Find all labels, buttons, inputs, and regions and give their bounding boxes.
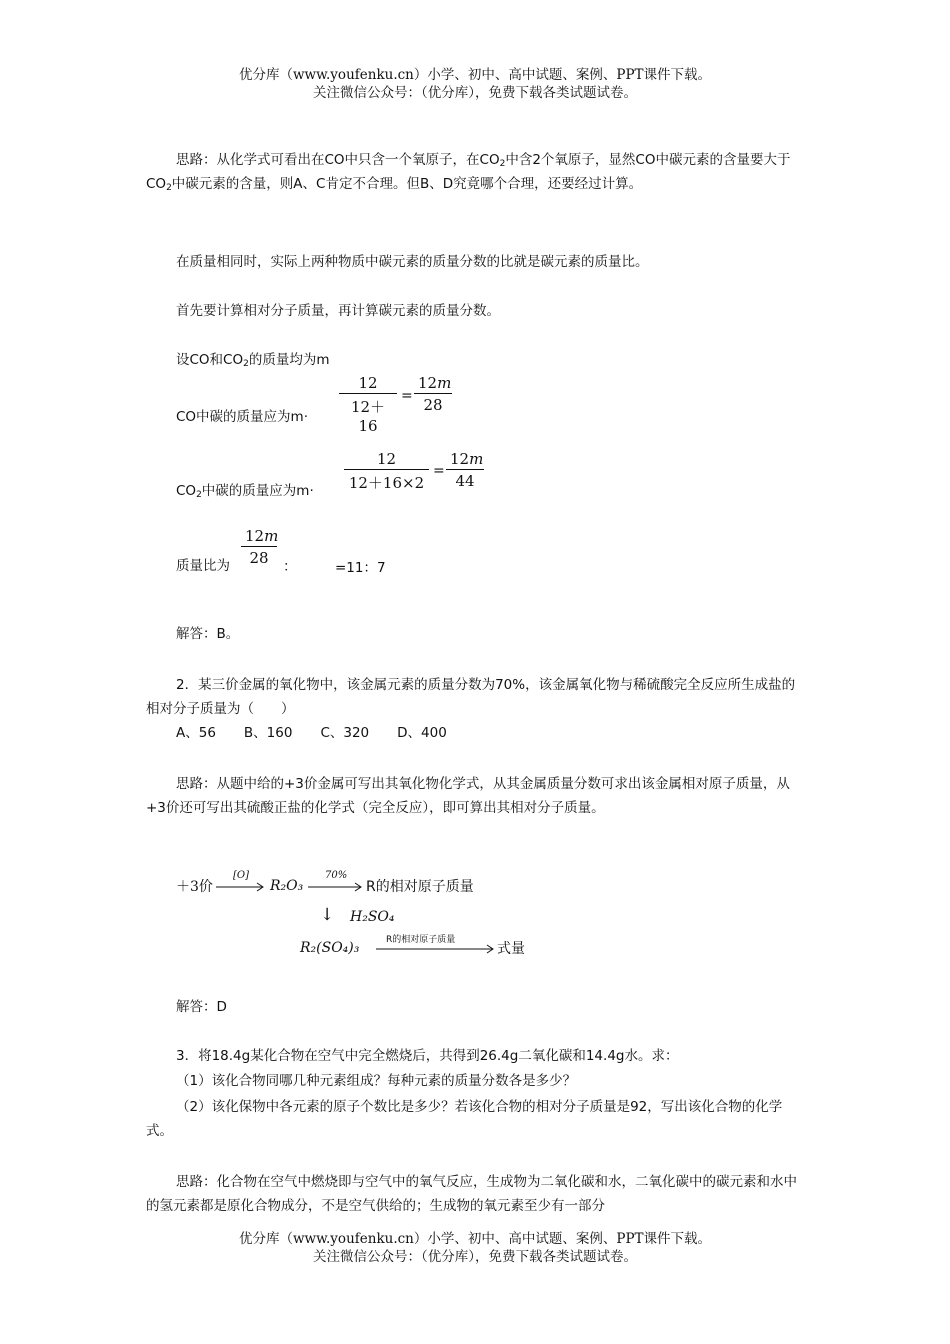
ratio-denominator: 28 <box>249 549 269 567</box>
analysis-1-text-c: 中碳元素的含量，则A、C肯定不合理。但B、D究竟哪个合理，还要经过计算。 <box>171 176 643 192</box>
co2-fraction <box>344 450 429 493</box>
arrow-1-label: [O] <box>233 870 250 881</box>
co2-result-numerator <box>446 450 484 470</box>
question-3-part-2-text: （2）该化保物中各元素的原子个数比是多少？若该化合物的相对分子质量是92，写出该化合物的化学式。 <box>146 1099 783 1139</box>
co-fraction <box>339 374 397 435</box>
subscript-2: 2 <box>166 183 172 193</box>
r-atomic-mass-label: R的相对原子质量 <box>366 879 474 895</box>
assumption-text-b: 的质量均为m <box>248 352 330 368</box>
option-b: B、160 <box>243 725 293 741</box>
ratio-fraction <box>241 527 277 567</box>
analysis-1-text-a: 思路：从化学式可看出在CO中只含一个氧原子，在CO <box>176 152 500 168</box>
footer-line-1: 优分库（www.youfenku.cn）小学、初中、高中试题、案例、PPT课件下载。 <box>238 1231 712 1247</box>
analysis-paragraph-3: 首先要计算相对分子质量，再计算碳元素的质量分数。 <box>176 303 500 319</box>
co2-result-numerator-variable: m <box>469 450 484 468</box>
mass-ratio-label: 质量比为 <box>176 558 230 574</box>
co2-line-text-b: 中碳的质量应为m· <box>201 483 314 499</box>
arrow-3 <box>376 944 498 954</box>
arrow-3-label: R的相对原子质量 <box>386 935 456 945</box>
co2-result-numerator-coefficient: 12 <box>450 450 470 468</box>
analysis-1-text-b: 中含2个氧原子，显然CO中碳元素的含量要大于CO <box>146 152 791 192</box>
page-footer <box>0 1230 950 1266</box>
h2so4-formula: H₂SO₄ <box>350 909 395 925</box>
co2-fraction-denominator: 12＋16×2 <box>348 474 425 492</box>
co-fraction-numerator: 12 <box>339 374 397 394</box>
arrow-2-label: 70% <box>325 870 348 881</box>
ratio-colon: ： <box>283 559 297 575</box>
question-2: 2．某三价金属的氧化物中，该金属元素的质量分数为70%，该金属氧化物与稀硫酸完全反应所生成盐的相对分子质量为（ ） <box>146 677 796 717</box>
co-fraction-denominator: 12＋16 <box>350 398 386 435</box>
option-d: D、400 <box>397 725 447 741</box>
analysis-paragraph-5: 思路：化合物在空气中燃烧即与空气中的氧气反应，生成物为二氧化碳和水，二氧化碳中的碳元素和水中的氢元素都是原化合物成分，不是空气供给的；生成物的氧元素至少有一部分 <box>146 1174 797 1214</box>
co-equals: = <box>401 388 413 404</box>
ratio-result: =11：7 <box>335 560 386 576</box>
subscript-2: 2 <box>196 490 202 500</box>
arrow-1 <box>216 882 268 892</box>
co2-line-text-a: CO <box>176 483 197 499</box>
assumption-line <box>176 350 330 370</box>
co-carbon-mass-line: CO中碳的质量应为m· <box>176 409 308 425</box>
page-header <box>0 66 950 102</box>
subscript-2: 2 <box>499 159 506 169</box>
analysis-paragraph-2: 在质量相同时，实际上两种物质中碳元素的质量分数的比就是碳元素的质量比。 <box>176 254 649 270</box>
r2o3-formula: R₂O₃ <box>270 878 304 894</box>
header-line-1: 优分库（www.youfenku.cn）小学、初中、高中试题、案例、PPT课件下载。 <box>238 67 712 83</box>
co2-result-fraction <box>446 450 484 490</box>
co2-result-denominator: 44 <box>455 472 475 490</box>
co-result-numerator <box>414 374 452 394</box>
co2-carbon-mass-line <box>176 481 314 501</box>
subscript-2: 2 <box>243 359 249 369</box>
answer-1: 解答：B。 <box>176 626 240 642</box>
down-arrow-icon: ↓ <box>320 905 335 925</box>
option-c: C、320 <box>320 725 370 741</box>
question-3-part-1: （1）该化合物同哪几种元素组成？每种元素的质量分数各是多少？ <box>176 1073 577 1089</box>
arrow-2 <box>308 882 366 892</box>
co-result-denominator: 28 <box>423 396 443 414</box>
option-a: A、56 <box>176 725 216 741</box>
analysis-paragraph-1 <box>146 148 806 196</box>
co-result-numerator-variable: m <box>437 374 452 392</box>
co2-fraction-numerator: 12 <box>344 450 429 470</box>
co2-equals: = <box>433 463 445 479</box>
co-result-fraction <box>414 374 452 414</box>
question-3-stem: 3．将18.4g某化合物在空气中完全燃烧后，共得到26.4g二氧化碳和14.4g水。求： <box>176 1048 679 1064</box>
co-result-numerator-coefficient: 12 <box>418 374 438 392</box>
assumption-text-a: 设CO和CO <box>176 352 244 368</box>
formula-weight-label: 式量 <box>497 941 525 957</box>
question-2-options <box>176 723 475 743</box>
ratio-numerator <box>241 527 277 547</box>
header-line-2: 关注微信公众号：（优分库），免费下载各类试题试卷。 <box>313 85 637 101</box>
footer-line-2: 关注微信公众号：（优分库），免费下载各类试题试卷。 <box>313 1249 637 1265</box>
question-3-part-2 <box>146 1095 806 1143</box>
valence-label: ＋3价 <box>176 879 213 895</box>
ratio-numerator-coefficient: 12 <box>245 527 265 545</box>
analysis-paragraph-4: 思路：从题中给的+3价金属可写出其氧化物化学式，从其金属质量分数可求出该金属相对原子质量，从+3价还可写出其硫酸正盐的化学式（完全反应），即可算出其相对分子质量。 <box>146 776 790 816</box>
r2so43-formula: R₂(SO₄)₃ <box>300 940 360 956</box>
ratio-numerator-variable: m <box>264 527 279 545</box>
answer-2: 解答：D <box>176 999 227 1015</box>
